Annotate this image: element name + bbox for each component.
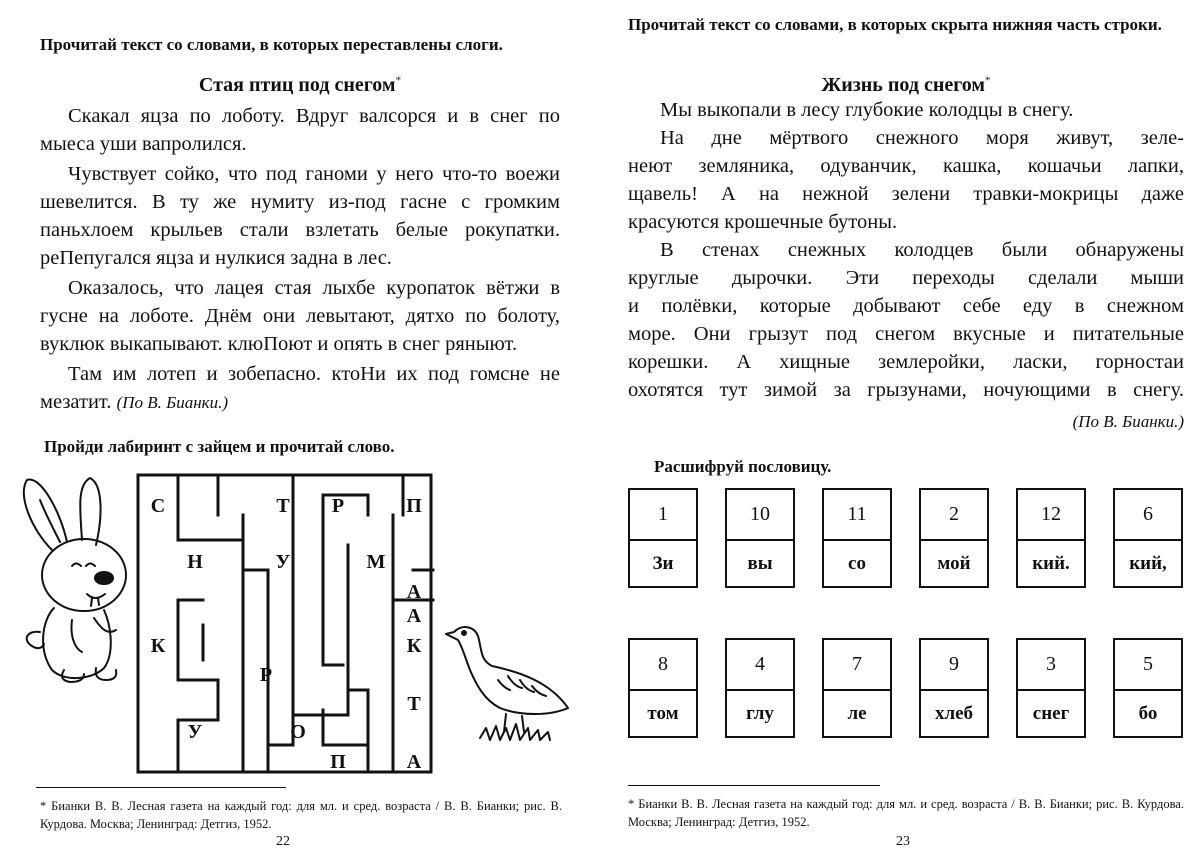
proverb-card [822, 638, 892, 738]
right-footnote: * Бианки В. В. Лесная газета на каждый год: для мл. и сред. возраста / В. В. Бианки; рис. В. Курдова. Москва; Ленинград: Детгиз, 1952. [628, 797, 1184, 829]
right-page-number: 23 [896, 834, 910, 849]
left-page-number: 22 [276, 834, 290, 849]
hare-illustration [12, 470, 137, 685]
left-story-title: Стая птиц под снегом [198, 74, 396, 96]
maze-letter: Р [331, 495, 345, 517]
partridge-illustration [440, 620, 580, 750]
proverb-card [1113, 488, 1183, 588]
card-syllable: Зи [652, 553, 674, 574]
left-footnote-mark: * [395, 74, 402, 87]
card-syllable: хлеб [934, 703, 974, 724]
left-paragraph-last: Там им лотеп и зобепасно. ктоНи их под гомсне не мезатит. [40, 363, 560, 413]
left-paragraph: Чувствует сойко, что под ганоми у него что-то воежи шевелится. В ту же нумиту из-под гасне с громким паньхлоем крыльев стали взлетать белые рокупатки. реПепугался яцза и нулкися задна в лес. [40, 163, 560, 269]
maze-letter: У [187, 721, 203, 743]
hidden-line: щавель! А на нежной зелени травки-мокрицы даже [628, 184, 1184, 205]
proverb-card [1016, 488, 1086, 588]
hare-head [42, 539, 126, 611]
card-syllable: глу [746, 703, 774, 724]
card-number: 5 [1115, 640, 1181, 691]
right-story-text [628, 100, 1184, 402]
hidden-line: На дне мёртвого снежного моря живут, зеле- [660, 128, 1184, 149]
maze[interactable] [133, 470, 438, 778]
proverb-card [628, 488, 698, 588]
card-number: 10 [727, 490, 793, 541]
hare-ear-right [80, 478, 100, 545]
left-footnote-rule [36, 787, 286, 788]
card-syllable: том [647, 703, 679, 724]
card-syllable: кий. [1032, 553, 1070, 574]
maze-letter: А [406, 605, 422, 627]
proverb-task-instruction: Расшифруй пословицу. [654, 457, 832, 476]
right-footnote-rule [628, 785, 880, 786]
card-syllable: ле [847, 703, 867, 724]
right-task-instruction: Прочитай текст со словами, в которых скрыта нижняя часть строки. [628, 15, 1162, 34]
right-story-title: Жизнь под снегом [821, 74, 986, 96]
card-number: 12 [1018, 490, 1084, 541]
right-footnote-mark: * [985, 74, 991, 87]
card-number: 6 [1115, 490, 1181, 541]
right-story-title-line [628, 74, 1184, 97]
hidden-line: круглые дырочки. Эти переходы сделали мыши [628, 268, 1184, 289]
card-number: 9 [921, 640, 987, 691]
maze-letter: А [406, 581, 422, 603]
left-story-text [40, 102, 560, 417]
card-number: 1 [630, 490, 696, 541]
proverb-card [919, 488, 989, 588]
proverb-card [822, 488, 892, 588]
maze-letter: Н [187, 551, 203, 573]
proverb-card [628, 638, 698, 738]
card-number: 11 [824, 490, 890, 541]
maze-letter: У [275, 551, 291, 573]
proverb-card [725, 488, 795, 588]
hidden-line: и полёвки, которые добывают себе еду в снежном [628, 296, 1184, 317]
left-task-instruction: Прочитай текст со словами, в которых переставлены слоги. [40, 35, 503, 54]
maze-letter: К [150, 635, 166, 657]
maze-letter: Р [259, 664, 273, 686]
card-syllable: вы [747, 553, 773, 574]
left-source: (По В. Бианки.) [116, 393, 228, 412]
hare-ear-left [24, 480, 67, 550]
grass [480, 724, 550, 740]
partridge-body [446, 627, 568, 714]
maze-letter: О [290, 721, 306, 743]
card-syllable: мой [937, 553, 971, 574]
hidden-line: охотятся тут зимой за грызунами, ночующими в снегу. [628, 380, 1184, 401]
card-number: 7 [824, 640, 890, 691]
left-paragraph: Скакал яцза по лоботу. Вдруг валсорся и в снег по мыеса уши вапролился. [40, 105, 560, 155]
hidden-line: Мы выкопали в лесу глубокие колодцы в снегу. [660, 100, 1074, 121]
maze-task-instruction: Пройди лабиринт с зайцем и прочитай слово. [44, 437, 395, 456]
maze-letter: К [406, 635, 422, 657]
maze-letter: Т [407, 693, 421, 715]
maze-letter: А [406, 751, 422, 773]
card-number: 2 [921, 490, 987, 541]
left-paragraph [40, 360, 560, 417]
hidden-line: красуются крошечные бутоны. [628, 212, 898, 233]
proverb-card [1016, 638, 1086, 738]
maze-letter: М [366, 551, 386, 573]
card-syllable: бо [1138, 703, 1158, 724]
left-story-title-line [40, 74, 560, 97]
hidden-line: В стенах снежных колодцев были обнаружены [660, 240, 1184, 261]
left-footnote: * Бианки В. В. Лесная газета на каждый год: для мл. и сред. возраста / В. В. Бианки; рис. В. Курдова. Москва; Ленинград: Детгиз, 1952. [40, 799, 562, 831]
proverb-card [725, 638, 795, 738]
hidden-line: море. Они грызут под снегом вкусные и питательные [628, 324, 1184, 345]
card-syllable: кий, [1129, 553, 1167, 574]
hidden-line: неют земляника, одуванчик, кашка, кошачьи лапки, [628, 156, 1184, 177]
maze-border [138, 475, 431, 772]
card-number: 8 [630, 640, 696, 691]
maze-letter: С [150, 495, 166, 517]
card-syllable: со [848, 553, 866, 574]
hare-tail [27, 632, 44, 648]
left-paragraph: Оказалось, что лацея стая лыхбе куропаток вётжи в гусне на лоботе. Днём они левытают, дятхо по болоту, вуклюк выкапывают. клюПоют и опять в снег ряныют. [40, 277, 560, 355]
proverb-card [919, 638, 989, 738]
card-number: 3 [1018, 640, 1084, 691]
card-number: 4 [727, 640, 793, 691]
maze-letter: Т [276, 495, 290, 517]
maze-letter: П [330, 751, 346, 773]
maze-letter: П [406, 495, 422, 517]
card-syllable: снег [1032, 703, 1070, 724]
hidden-line: корешки. А хищные землеройки, ласки, горностаи [628, 352, 1184, 373]
proverb-card [1113, 638, 1183, 738]
right-source: (По В. Бианки.) [1072, 412, 1184, 431]
